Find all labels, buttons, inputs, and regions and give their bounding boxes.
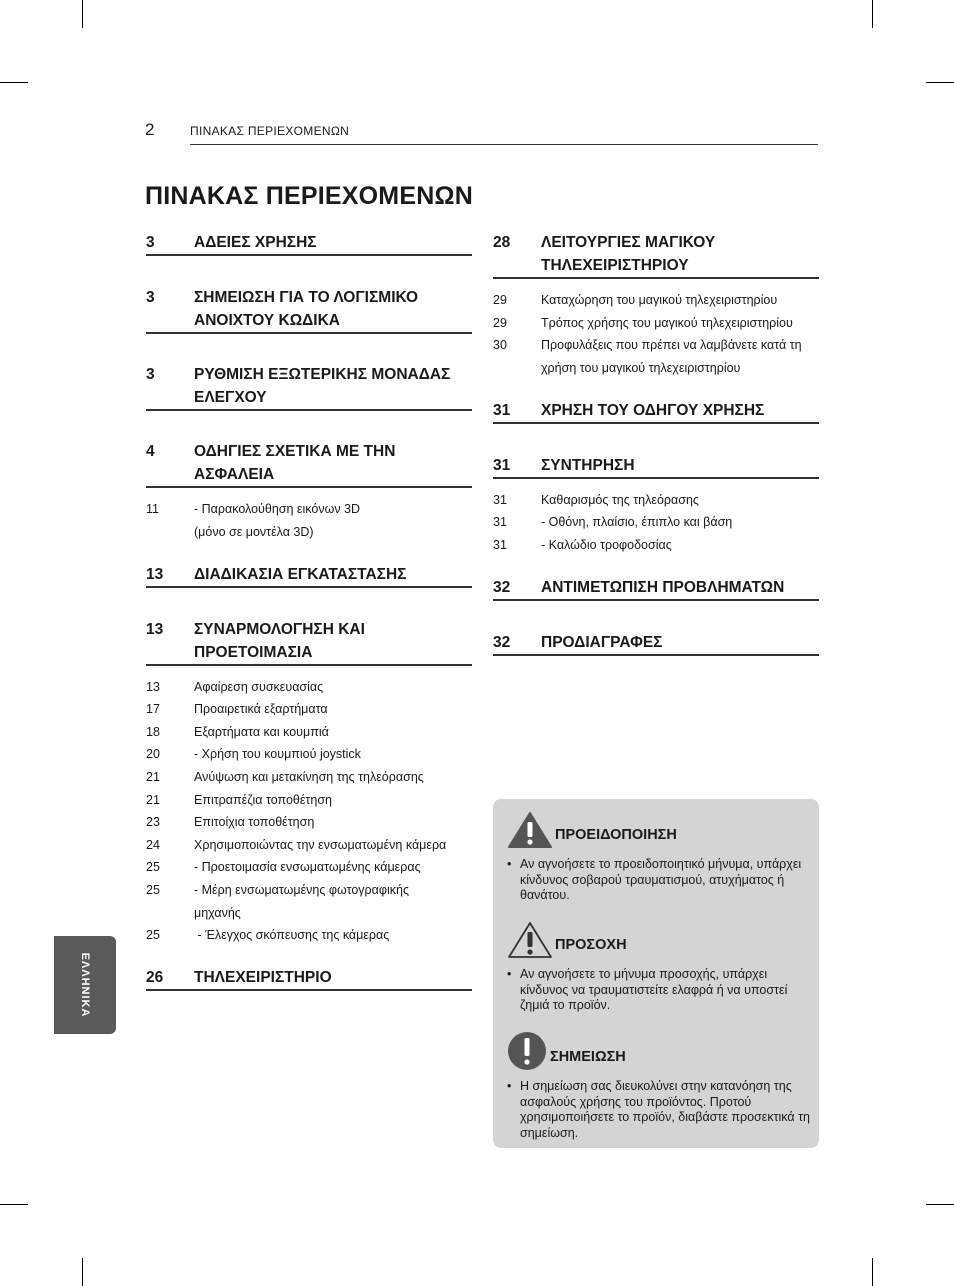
toc-section[interactable] [146,563,472,588]
toc-item[interactable] [493,511,819,534]
item-page: 18 [146,725,160,739]
section-title: ΛΕΙΤΟΥΡΓΙΕΣ ΜΑΓΙΚΟΥ ΤΗΛΕΧΕΙΡΙΣΤΗΡΙΟΥ [541,234,716,274]
item-page: 11 [146,502,159,516]
caution-body [507,967,815,1014]
item-page: 20 [146,747,160,761]
note-notice [493,1031,819,1141]
item-title: - Χρήση του κουμπιού joystick [194,747,361,761]
toc-item[interactable] [493,489,819,512]
bullet: • [507,857,512,871]
section-page: 32 [493,634,511,651]
header-divider [190,144,818,145]
running-header: ΠΙΝΑΚΑΣ ΠΕΡΙΕΧΟΜΕΝΩΝ [190,124,350,138]
bullet: • [507,967,512,981]
item-page: 31 [493,515,507,529]
warning-title: ΠΡΟΕΙΔΟΠΟΙΗΣΗ [555,827,677,843]
toc-section[interactable] [146,966,472,991]
toc-section[interactable] [146,440,472,488]
section-title: ΑΔΕΙΕΣ ΧΡΗΣΗΣ [194,234,317,251]
section-page: 3 [146,289,155,306]
section-title: ΔΙΑΔΙΚΑΣΙΑ ΕΓΚΑΤΑΣΤΑΣΗΣ [194,566,407,583]
toc-section[interactable] [493,454,819,479]
item-page: 29 [493,293,507,307]
language-label: ΕΛΛΗΝΙΚΑ [79,952,91,1018]
item-page: 30 [493,338,507,352]
crop-mark [872,0,873,28]
note-circle-icon [507,1031,547,1071]
warning-text: Αν αγνοήσετε το προειδοποιητικό μήνυμα, υπάρχει κίνδυνος σοβαρού τραυματισμού, ατυχήματος ή θανάτου. [520,857,802,902]
section-page: 3 [146,366,155,383]
note-title: ΣΗΜΕΙΩΣΗ [550,1049,626,1065]
section-title: ΤΗΛΕΧΕΙΡΙΣΤΗΡΙΟ [194,969,332,986]
item-page: 24 [146,838,160,852]
toc-item[interactable] [146,743,472,766]
toc-item[interactable] [146,834,472,857]
toc-item[interactable] [146,698,472,721]
toc-item[interactable] [146,879,472,902]
toc-item[interactable] [146,856,472,879]
toc-item[interactable] [146,498,472,521]
item-page [146,521,194,544]
toc-section[interactable] [146,286,472,334]
toc-item[interactable] [493,334,819,357]
crop-mark [0,82,28,83]
toc-item [146,521,472,544]
item-title: Καταχώρηση του μαγικού τηλεχειριστηρίου [541,293,778,307]
item-title: μηχανής [194,906,241,920]
language-side-tab [54,936,116,1034]
toc-item [493,357,819,380]
toc-item[interactable] [493,312,819,335]
item-title: - Καλώδιο τροφοδοσίας [541,538,672,552]
section-page: 28 [493,234,511,251]
section-page: 4 [146,443,155,460]
item-title: Χρησιμοποιώντας την ενσωματωμένη κάμερα [194,838,447,852]
toc-item[interactable] [146,924,472,947]
item-page: 21 [146,793,160,807]
section-title: ΣΗΜΕΙΩΣΗ ΓΙΑ ΤΟ ΛΟΓΙΣΜΙΚΟ ΑΝΟΙΧΤΟΥ ΚΩΔΙΚΑ [194,289,419,329]
section-title: ΧΡΗΣΗ ΤΟΥ ΟΔΗΓΟΥ ΧΡΗΣΗΣ [541,402,765,419]
item-title: Αφαίρεση συσκευασίας [194,680,324,694]
item-page: 13 [146,680,160,694]
section-page: 13 [146,566,164,583]
section-title: ΡΥΘΜΙΣΗ ΕΞΩΤΕΡΙΚΗΣ ΜΟΝΑΔΑΣ ΕΛΕΓΧΟΥ [194,366,451,406]
bullet: • [507,1079,512,1093]
caution-title: ΠΡΟΣΟΧΗ [555,937,627,953]
caution-notice [493,921,819,1014]
note-text: Η σημείωση σας διευκολύνει στην κατανόηση της ασφαλούς χρήσης του προϊόντος. Προτού χρησιμοποιήσετε το προϊόν, διαβάστε προσεκτικά τη σημείωση. [520,1079,810,1140]
toc-item[interactable] [493,289,819,312]
crop-mark [926,1204,954,1205]
toc-section[interactable] [146,363,472,411]
item-title: - Παρακολούθηση εικόνων 3D [194,502,361,516]
item-page: 25 [146,860,160,874]
caution-triangle-outline-icon [507,921,553,959]
item-title: Επιτοίχια τοποθέτηση [194,815,315,829]
section-page: 31 [493,457,511,474]
toc-section[interactable] [493,399,819,424]
item-page: 25 [146,928,160,942]
page-number: 2 [145,120,155,139]
section-page: 31 [493,402,511,419]
safety-notice-box [493,799,819,1148]
toc-item [146,902,472,925]
item-title: - Προετοιμασία ενσωματωμένης κάμερας [194,860,421,874]
item-title: Επιτραπέζια τοποθέτηση [194,793,332,807]
caution-text: Αν αγνοήσετε το μήνυμα προσοχής, υπάρχει κίνδυνος να τραυματιστείτε ελαφρά ή να υποστεί ζημιά το προϊόν. [520,967,788,1012]
page-title: ΠΙΝΑΚΑΣ ΠΕΡΙΕΧΟΜΕΝΩΝ [145,182,473,210]
item-page: 21 [146,770,160,784]
section-page: 26 [146,969,164,986]
toc-item[interactable] [146,811,472,834]
section-title: ΣΥΝΑΡΜΟΛΟΓΗΣΗ ΚΑΙ ΠΡΟΕΤΟΙΜΑΣΙΑ [194,621,365,661]
warning-triangle-filled-icon [507,811,553,849]
toc-item[interactable] [493,534,819,557]
item-page: 29 [493,316,507,330]
toc-section[interactable] [146,231,472,256]
crop-mark [926,82,954,83]
crop-mark [0,1204,28,1205]
item-title: χρήση του μαγικού τηλεχειριστηρίου [541,361,741,375]
warning-notice [493,811,819,904]
section-title: ΠΡΟΔΙΑΓΡΑΦΕΣ [541,634,663,651]
item-page: 31 [493,538,507,552]
section-page: 13 [146,621,164,638]
note-body [507,1079,815,1141]
item-title: - Μέρη ενσωματωμένης φωτογραφικής [194,883,409,897]
item-page [146,902,194,925]
toc-item[interactable] [146,676,472,699]
item-page: 25 [146,883,160,897]
toc-item[interactable] [146,789,472,812]
crop-mark [82,1258,83,1286]
item-page: 23 [146,815,160,829]
toc-item[interactable] [146,766,472,789]
crop-mark [82,0,83,28]
section-page: 3 [146,234,155,251]
toc-section[interactable] [146,618,472,666]
item-title: Προφυλάξεις που πρέπει να λαμβάνετε κατά τη [541,338,802,352]
item-title: Εξαρτήματα και κουμπιά [194,725,329,739]
toc-section[interactable] [493,631,819,656]
crop-mark [872,1258,873,1286]
toc-item[interactable] [146,721,472,744]
warning-body [507,857,815,904]
section-page: 32 [493,579,511,596]
item-title: Καθαρισμός της τηλεόρασης [541,493,699,507]
item-title: Τρόπος χρήσης του μαγικού τηλεχειριστηρίου [541,316,793,330]
section-title: ΟΔΗΓΙΕΣ ΣΧΕΤΙΚΑ ΜΕ ΤΗΝ ΑΣΦΑΛΕΙΑ [194,443,396,483]
item-title: - Οθόνη, πλαίσιο, έπιπλο και βάση [541,515,733,529]
section-title: ΑΝΤΙΜΕΤΩΠΙΣΗ ΠΡΟΒΛΗΜΑΤΩΝ [541,579,785,596]
item-title: (μόνο σε μοντέλα 3D) [194,525,314,539]
section-title: ΣΥΝΤΗΡΗΣΗ [541,457,635,474]
toc-section[interactable] [493,576,819,601]
item-title: Προαιρετικά εξαρτήματα [194,702,328,716]
item-title: Ανύψωση και μετακίνηση της τηλεόρασης [194,770,424,784]
item-title: - Έλεγχος σκόπευσης της κάμερας [194,928,390,942]
item-page: 31 [493,493,507,507]
item-page [493,357,541,380]
toc-section[interactable] [493,231,819,279]
item-page: 17 [146,702,160,716]
